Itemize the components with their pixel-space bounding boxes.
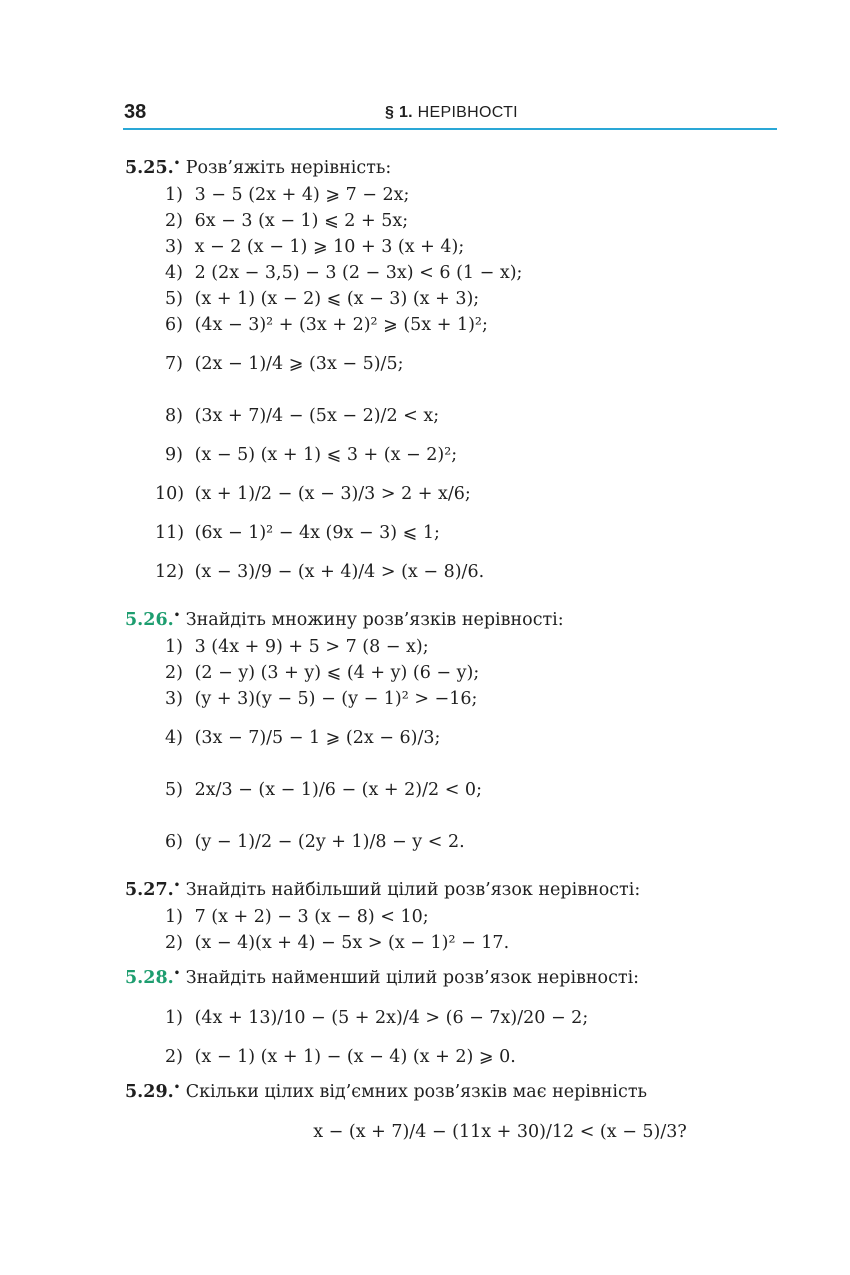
exercise-header [125,960,785,992]
item-label: 7) [165,354,183,374]
item-label: 11) [155,523,185,543]
item-label: 6) [165,315,183,335]
item-label: 10) [155,484,185,504]
inequality-expression: (4x + 13)/10 − (5 + 2x)/4 > (6 − 7x)/20 − 2; [194,1008,589,1028]
header-rule [123,128,777,130]
inequality-expression: (x + 1) (x − 2) ⩽ (x − 3) (x + 3); [194,289,480,309]
section-mark: § 1. [385,104,413,121]
inequality-expression: (2x − 1)/4 ⩾ (3x − 5)/5; [194,354,404,374]
exercise-item [125,930,785,956]
inequality-expression: 7 (x + 2) − 3 (x − 8) < 10; [194,907,429,927]
exercise-number: 5.26.• [125,610,181,630]
exercise-number: 5.27.• [125,880,181,900]
item-label: 12) [155,562,185,582]
inequality-expression: 6x − 3 (x − 1) ⩽ 2 + 5x; [194,211,409,231]
inequality-expression: (x + 1)/2 − (x − 3)/3 > 2 + x/6; [194,484,471,504]
exercise-header [125,872,785,904]
item-label: 1) [165,185,183,205]
exercise-item [125,234,785,260]
item-label: 6) [165,832,183,852]
inequality-expression: (x − 4)(x + 4) − 5x > (x − 1)² − 17. [194,933,510,953]
section-header [385,104,518,122]
exercise-number: 5.29.• [125,1082,181,1102]
exercise-item [125,312,785,338]
exercise-prompt: Скільки цілих від’ємних розв’язків має нерівність [180,1082,648,1102]
exercise-prompt: Розв’яжіть нерівність: [180,158,392,178]
inequality-expression: (3x − 7)/5 − 1 ⩾ (2x − 6)/3; [194,728,441,748]
exercise-item [125,442,785,468]
exercise-header [125,150,785,182]
exercise-item [125,660,785,686]
inequality-expression: (x − 3)/9 − (x + 4)/4 > (x − 8)/6. [194,562,485,582]
exercise-item [125,634,785,660]
exercise-item [125,764,785,816]
inequality-expression: (y + 3)(y − 5) − (y − 1)² > −16; [194,689,478,709]
inequality-expression: 3 (4x + 9) + 5 > 7 (8 − x); [194,637,429,657]
item-label: 4) [165,728,183,748]
item-label: 5) [165,289,183,309]
item-label: 1) [165,907,183,927]
item-label: 2) [165,211,183,231]
item-label: 8) [165,406,183,426]
exercise-5.28 [125,960,785,1070]
exercise-item [125,390,785,442]
exercise-prompt: Знайдіть найбільший цілий розв’язок нерівності: [180,880,641,900]
item-label: 1) [165,637,183,657]
item-label: 5) [165,780,183,800]
exercise-item [125,686,785,712]
page-number: 38 [124,101,147,123]
exercise-5.27 [125,872,785,956]
item-label: 4) [165,263,183,283]
exercise-5.26 [125,602,785,868]
exercise-item [125,546,785,598]
exercise-list [125,150,785,1162]
exercise-item [125,260,785,286]
inequality-expression: 2 (2x − 3,5) − 3 (2 − 3x) < 6 (1 − x); [194,263,523,283]
inequality-expression: 2x/3 − (x − 1)/6 − (x + 2)/2 < 0; [194,780,482,800]
section-title: НЕРІВНОСТІ [417,104,518,121]
inequality-expression: x − 2 (x − 1) ⩾ 10 + 3 (x + 4); [194,237,465,257]
exercise-number: 5.25.• [125,158,181,178]
exercise-item [125,182,785,208]
exercise-5.25 [125,150,785,598]
exercise-number: 5.28.• [125,968,181,988]
exercise-item [125,1106,785,1158]
item-label: 1) [165,1008,183,1028]
exercise-prompt: Знайдіть множину розв’язків нерівності: [180,610,564,630]
exercise-item [125,208,785,234]
item-label: 2) [165,663,183,683]
item-label: 3) [165,689,183,709]
exercise-item [125,992,785,1044]
inequality-expression: (y − 1)/2 − (2y + 1)/8 − y < 2. [194,832,465,852]
exercise-5.29 [125,1074,785,1158]
exercise-item [125,1044,785,1070]
item-label: 9) [165,445,183,465]
exercise-item [125,520,785,546]
exercise-header [125,602,785,634]
inequality-expression: (x − 5) (x + 1) ⩽ 3 + (x − 2)²; [194,445,458,465]
exercise-prompt: Знайдіть найменший цілий розв’язок нерівності: [180,968,640,988]
exercise-item [125,468,785,520]
exercise-item [125,338,785,390]
exercise-item [125,286,785,312]
inequality-expression: 3 − 5 (2x + 4) ⩾ 7 − 2x; [194,185,410,205]
inequality-expression: (6x − 1)² − 4x (9x − 3) ⩽ 1; [194,523,440,543]
exercise-item [125,904,785,930]
exercise-header [125,1074,785,1106]
item-label: 2) [165,1047,183,1067]
item-label: 3) [165,237,183,257]
exercise-item [125,712,785,764]
inequality-expression: (x − 1) (x + 1) − (x − 4) (x + 2) ⩾ 0. [194,1047,516,1067]
inequality-expression: (2 − y) (3 + y) ⩽ (4 + y) (6 − y); [194,663,480,683]
inequality-expression: x − (x + 7)/4 − (11x + 30)/12 < (x − 5)/3? [313,1122,687,1142]
inequality-expression: (4x − 3)² + (3x + 2)² ⩾ (5x + 1)²; [194,315,488,335]
exercise-item [125,816,785,868]
item-label: 2) [165,933,183,953]
inequality-expression: (3x + 7)/4 − (5x − 2)/2 < x; [194,406,440,426]
